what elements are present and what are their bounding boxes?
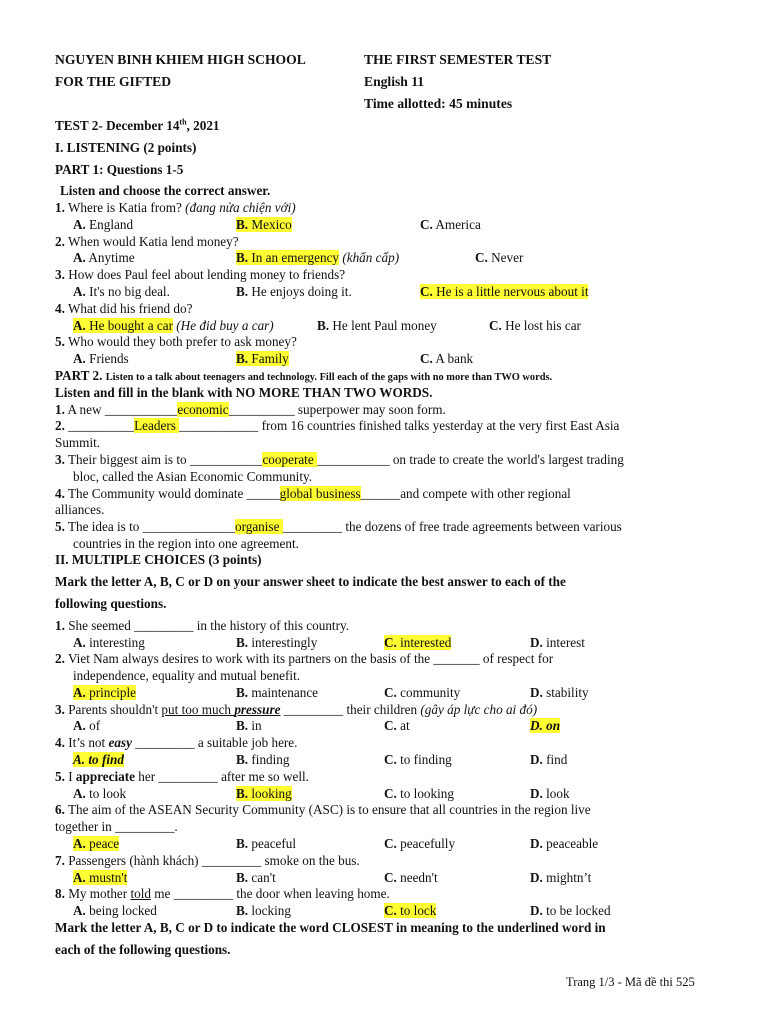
mc-q1-option-d: [530, 635, 585, 651]
question-text: .: [174, 819, 178, 834]
sentence-text: on trade to create the world's largest trading: [389, 452, 624, 467]
question-text: I: [68, 769, 76, 784]
option-label: D.: [530, 786, 543, 801]
option-note: (khẩn cấp): [342, 250, 400, 265]
option-label: A.: [73, 903, 86, 918]
p1-q1-option-b: [236, 217, 292, 233]
option-label: B.: [236, 718, 249, 733]
test-date: [55, 118, 220, 134]
p2-sentence-2: [55, 418, 619, 434]
option-label: A.: [73, 685, 86, 700]
question-text: after me so well.: [217, 769, 309, 784]
option-label: C.: [475, 250, 488, 265]
option-text: Mexico: [251, 217, 292, 232]
question-text: of respect for: [479, 651, 554, 666]
option-text: to be locked: [546, 903, 611, 918]
part1-title: PART 1: Questions 1-5: [55, 162, 184, 177]
option-text: He lent Paul money: [332, 318, 437, 333]
question-number: 4.: [55, 735, 65, 750]
question-note: (đang nửa chiện với): [185, 200, 296, 215]
sentence-text: the dozens of free trade agreements between various: [342, 519, 622, 534]
answer: organise: [234, 519, 283, 534]
mc-q3-option-a: [73, 718, 100, 734]
blank: _________: [131, 735, 195, 750]
option-label: C.: [420, 217, 433, 232]
blank: ______________: [142, 519, 235, 534]
p2-sentence-2-cont: Summit.: [55, 435, 101, 450]
school-name-line1: NGUYEN BINH KHIEM HIGH SCHOOL: [55, 52, 306, 67]
question-text: It’s not: [68, 735, 109, 750]
mc-instruction-line1: Mark the letter A, B, C or D on your answer sheet to indicate the best answer to each of the: [55, 574, 566, 589]
mc-q3-option-c: [384, 718, 410, 734]
p1-q2-option-a: [73, 250, 135, 266]
page-footer: Trang 1/3 - Mã đề thi 525: [566, 975, 695, 989]
p2-sentence-1: [55, 402, 446, 418]
mc-q7-option-d: [530, 870, 591, 886]
mc-question-6: [55, 802, 591, 818]
question-text: in the history of this country.: [193, 618, 349, 633]
option-text: He lost his car: [505, 318, 581, 333]
mc-question-5: [55, 769, 309, 785]
blank: _________: [280, 702, 344, 717]
option-text: looking: [251, 786, 292, 801]
underlined-text: told: [130, 886, 151, 901]
blank: __________: [68, 418, 135, 433]
option-label: A.: [73, 752, 86, 767]
p1-question-1: [55, 200, 296, 216]
question-text: a suitable job here.: [194, 735, 298, 750]
answer: global business: [279, 486, 361, 501]
mc-q7-option-c: [384, 870, 438, 886]
mc-q1-option-a: [73, 635, 145, 651]
option-text: being locked: [89, 903, 157, 918]
option-label: B.: [236, 752, 249, 767]
option-text: on: [546, 718, 561, 733]
blank: ___________: [104, 402, 178, 417]
mc-q5-option-d: [530, 786, 570, 802]
sentence-text: from 16 countries finished talks yesterday at the very first East Asia: [258, 418, 620, 433]
mc-question-7: [55, 853, 360, 869]
option-label: B.: [236, 284, 249, 299]
option-label: C.: [384, 903, 397, 918]
mc-q6-option-b: [236, 836, 296, 852]
option-text: interestingly: [251, 635, 318, 650]
mc-question-3: [55, 702, 537, 718]
p1-q3-option-c: [420, 284, 588, 300]
option-text: in: [251, 718, 262, 733]
option-text: to finding: [400, 752, 452, 767]
question-text: me: [150, 886, 174, 901]
option-label: C.: [384, 685, 397, 700]
option-text: to lock: [400, 903, 437, 918]
blank: __________: [228, 402, 295, 417]
blank: ___________: [189, 452, 263, 467]
blank: ______: [360, 486, 401, 501]
mc-q8-option-d: [530, 903, 611, 919]
mc-q8-option-a: [73, 903, 157, 919]
p2-sentence-3-cont: bloc, called the Asian Economic Community.: [73, 469, 313, 484]
option-label: C.: [489, 318, 502, 333]
option-text: interest: [546, 635, 585, 650]
p1-q4-option-a: [73, 318, 274, 334]
part1-instruction: Listen and choose the correct answer.: [60, 183, 271, 198]
blank: _________: [158, 769, 218, 784]
option-text: mustn't: [89, 870, 128, 885]
option-label: A.: [73, 870, 86, 885]
option-label: D.: [530, 903, 543, 918]
answer: Leaders: [134, 418, 180, 433]
option-text: Never: [491, 250, 524, 265]
option-text: find: [546, 752, 568, 767]
mc-q5-option-c: [384, 786, 454, 802]
mc-q1-option-c: [384, 635, 451, 651]
mc-q6-option-c: [384, 836, 455, 852]
p1-question-3: [55, 267, 345, 283]
p2-sentence-5: [55, 519, 622, 535]
option-text: He is a little nervous about it: [436, 284, 589, 299]
question-number: 2.: [55, 234, 65, 249]
option-text: peaceable: [546, 836, 599, 851]
underlined-text: pressure: [234, 702, 281, 717]
option-text: mightn’t: [546, 870, 592, 885]
option-text: Anytime: [88, 250, 135, 265]
option-text: A bank: [435, 351, 474, 366]
option-label: B.: [317, 318, 330, 333]
mc-question-1: [55, 618, 349, 634]
question-number: 5.: [55, 769, 65, 784]
option-text: interested: [400, 635, 452, 650]
p1-q2-option-b: [236, 250, 399, 266]
mc-q8-option-c: [384, 903, 436, 919]
question-text: their children: [343, 702, 418, 717]
option-label: D.: [530, 635, 543, 650]
question-number: 6.: [55, 802, 65, 817]
p1-q3-option-b: [236, 284, 352, 300]
p1-q5-option-b: [236, 351, 289, 367]
sentence-number: 2.: [55, 418, 65, 433]
mc-q2-option-a: [73, 685, 136, 701]
question-text: Parents shouldn't: [68, 702, 162, 717]
option-text: to look: [89, 786, 127, 801]
answer: economic: [177, 402, 229, 417]
option-label: C.: [384, 752, 397, 767]
option-label: C.: [384, 786, 397, 801]
option-label: D.: [530, 685, 543, 700]
option-text: can't: [251, 870, 276, 885]
question-number: 5.: [55, 334, 65, 349]
option-label: D.: [530, 752, 543, 767]
option-text: at: [400, 718, 410, 733]
test-title: THE FIRST SEMESTER TEST: [364, 52, 552, 67]
option-label: A.: [73, 351, 86, 366]
option-label: A.: [73, 836, 86, 851]
subject: English 11: [364, 74, 425, 89]
p1-question-5: [55, 334, 297, 350]
mc-q8-option-b: [236, 903, 291, 919]
question-number: 3.: [55, 702, 65, 717]
question-text: the door when leaving home.: [233, 886, 390, 901]
question-text: her: [134, 769, 159, 784]
option-text: In an emergency: [251, 250, 340, 265]
mc-q2-option-b: [236, 685, 318, 701]
blank: _________: [115, 819, 175, 834]
question-text: She seemed: [68, 618, 135, 633]
option-label: A.: [73, 786, 86, 801]
option-text: He bought a car: [89, 318, 173, 333]
p1-q5-option-c: [420, 351, 473, 367]
option-label: D.: [530, 870, 543, 885]
part2-note: Listen to a talk about teenagers and technology. Fill each of the gaps with no more than TWO words.: [105, 372, 553, 383]
section-listening-title: I. LISTENING (2 points): [55, 140, 197, 155]
mc-q5-option-b: [236, 786, 292, 802]
p2-sentence-4: [55, 486, 571, 502]
p1-q3-option-a: [73, 284, 170, 300]
closing-instruction-line2: each of the following questions.: [55, 942, 231, 957]
mc-q7-option-a: [73, 870, 127, 886]
mc-q6-option-a: [73, 836, 119, 852]
p1-question-2: [55, 234, 239, 250]
option-label: A.: [73, 284, 86, 299]
question-number: 1.: [55, 200, 65, 215]
p1-q2-option-c: [475, 250, 523, 266]
blank: _____: [246, 486, 280, 501]
mc-q2-option-c: [384, 685, 460, 701]
question-number: 7.: [55, 853, 65, 868]
p2-sentence-4-cont: alliances.: [55, 502, 105, 517]
blank: ___________: [317, 452, 390, 467]
option-label: A.: [73, 318, 86, 333]
option-text: principle: [89, 685, 136, 700]
option-label: D.: [530, 836, 543, 851]
sentence-text: The idea is to: [67, 519, 143, 534]
option-label: B.: [236, 786, 249, 801]
p1-q1-option-c: [420, 217, 481, 233]
mc-question-4: [55, 735, 297, 751]
option-text: community: [400, 685, 461, 700]
mc-q4-option-d: [530, 752, 567, 768]
option-label: B.: [236, 351, 249, 366]
question-number: 1.: [55, 618, 65, 633]
question-note: (gây áp lực cho ai đó): [420, 702, 538, 717]
question-number: 4.: [55, 301, 65, 316]
option-text: maintenance: [251, 685, 319, 700]
sentence-text: superpower may soon form.: [294, 402, 446, 417]
question-number: 3.: [55, 267, 65, 282]
p1-q1-option-a: [73, 217, 133, 233]
question-text: How does Paul feel about lending money to friends?: [68, 267, 346, 282]
blank: ____________: [179, 418, 259, 433]
option-label: D.: [530, 718, 543, 733]
sentence-number: 5.: [55, 519, 65, 534]
question-text: The aim of the ASEAN Security Community (ASC) is to ensure that all countries in the region live: [67, 802, 591, 817]
mc-q1-option-b: [236, 635, 317, 651]
option-text: to find: [88, 752, 124, 767]
option-label: A.: [73, 250, 86, 265]
question-text: When would Katia lend money?: [67, 234, 239, 249]
option-label: A.: [73, 635, 86, 650]
option-label: C.: [384, 870, 397, 885]
mc-question-8: [55, 886, 390, 902]
option-label: A.: [73, 217, 86, 232]
p2-sentence-5-cont: countries in the region into one agreement.: [73, 536, 299, 551]
option-label: B.: [236, 250, 249, 265]
option-text: peaceful: [251, 836, 297, 851]
mc-q4-option-c: [384, 752, 452, 768]
blank: _________: [173, 886, 234, 901]
p1-q4-option-c: [489, 318, 581, 334]
sentence-text: The Community would dominate: [67, 486, 247, 501]
option-text: He enjoys doing it.: [251, 284, 352, 299]
option-text: stability: [546, 685, 589, 700]
p1-q5-option-a: [73, 351, 129, 367]
underlined-text: put too much: [161, 702, 235, 717]
question-number: 2.: [55, 651, 65, 666]
option-label: C.: [420, 284, 433, 299]
option-text: It's no big deal.: [89, 284, 170, 299]
date-suffix: th: [179, 117, 187, 127]
blank: _________: [201, 853, 262, 868]
question-text: Where is Katia from?: [67, 200, 182, 215]
option-label: C.: [384, 635, 397, 650]
p2-sentence-3: [55, 452, 624, 468]
question-text: My mother: [68, 886, 131, 901]
part2-label: PART 2.: [55, 368, 103, 383]
option-label: C.: [384, 836, 397, 851]
sentence-number: 1.: [55, 402, 65, 417]
p1-question-4: [55, 301, 192, 317]
sentence-number: 3.: [55, 452, 65, 467]
option-label: B.: [236, 217, 249, 232]
option-text: interesting: [89, 635, 145, 650]
question-text: smoke on the bus.: [261, 853, 360, 868]
option-label: B.: [236, 635, 249, 650]
option-label: B.: [236, 685, 249, 700]
p1-q4-option-b: [317, 318, 437, 334]
mc-q7-option-b: [236, 870, 276, 886]
question-text: Viet Nam always desires to work with its partners on the basis of the: [67, 651, 434, 666]
option-label: C.: [384, 718, 397, 733]
sentence-number: 4.: [55, 486, 65, 501]
option-text: of: [89, 718, 101, 733]
emphasis-text: appreciate: [75, 769, 135, 784]
mc-q5-option-a: [73, 786, 126, 802]
emphasis-text: easy: [108, 735, 132, 750]
sentence-text: and compete with other regional: [400, 486, 571, 501]
part2-title: [55, 368, 552, 386]
question-number: 8.: [55, 886, 65, 901]
mc-q3-option-b: [236, 718, 262, 734]
closing-instruction-line1: Mark the letter A, B, C or D to indicate the word CLOSEST in meaning to the underlined word in: [55, 920, 606, 935]
question-text: together in: [55, 819, 116, 834]
mc-q4-option-b: [236, 752, 290, 768]
option-note: (He đid buy a car): [176, 318, 274, 333]
option-text: peacefully: [400, 836, 456, 851]
mc-question-6-cont: [55, 819, 178, 835]
option-text: America: [435, 217, 481, 232]
sentence-text: A new: [67, 402, 105, 417]
option-text: England: [89, 217, 134, 232]
question-text: Who would they both prefer to ask money?: [67, 334, 297, 349]
option-label: B.: [236, 836, 249, 851]
blank: _________: [134, 618, 194, 633]
question-text: What did his friend do?: [67, 301, 193, 316]
option-text: needn't: [400, 870, 438, 885]
option-label: B.: [236, 903, 249, 918]
option-text: peace: [89, 836, 120, 851]
mc-question-2-cont: independence, equality and mutual benefit.: [73, 668, 301, 683]
test-label: TEST 2- December 14: [55, 118, 180, 133]
blank: _________: [282, 519, 343, 534]
mc-question-2: [55, 651, 553, 667]
answer: cooperate: [262, 452, 317, 467]
option-text: look: [546, 786, 570, 801]
test-year: , 2021: [186, 118, 220, 133]
part2-instruction: Listen and fill in the blank with NO MORE THAN TWO WORDS.: [55, 385, 433, 400]
option-text: Family: [251, 351, 289, 366]
question-text: Passengers (hành khách): [68, 853, 202, 868]
option-label: C.: [420, 351, 433, 366]
mc-q2-option-d: [530, 685, 589, 701]
mc-q4-option-a: [73, 752, 124, 768]
option-text: finding: [251, 752, 290, 767]
mc-q6-option-d: [530, 836, 598, 852]
option-label: A.: [73, 718, 86, 733]
option-text: locking: [251, 903, 291, 918]
option-text: to looking: [400, 786, 454, 801]
option-label: B.: [236, 870, 249, 885]
time-allotted: Time allotted: 45 minutes: [364, 96, 513, 111]
mc-q3-option-d: [530, 718, 560, 734]
blank: _______: [433, 651, 480, 666]
school-name-line2: FOR THE GIFTED: [55, 74, 172, 89]
section-mc-title: II. MULTIPLE CHOICES (3 points): [55, 552, 262, 567]
sentence-text: Their biggest aim is to: [67, 452, 190, 467]
mc-instruction-line2: following questions.: [55, 596, 167, 611]
option-text: Friends: [89, 351, 129, 366]
